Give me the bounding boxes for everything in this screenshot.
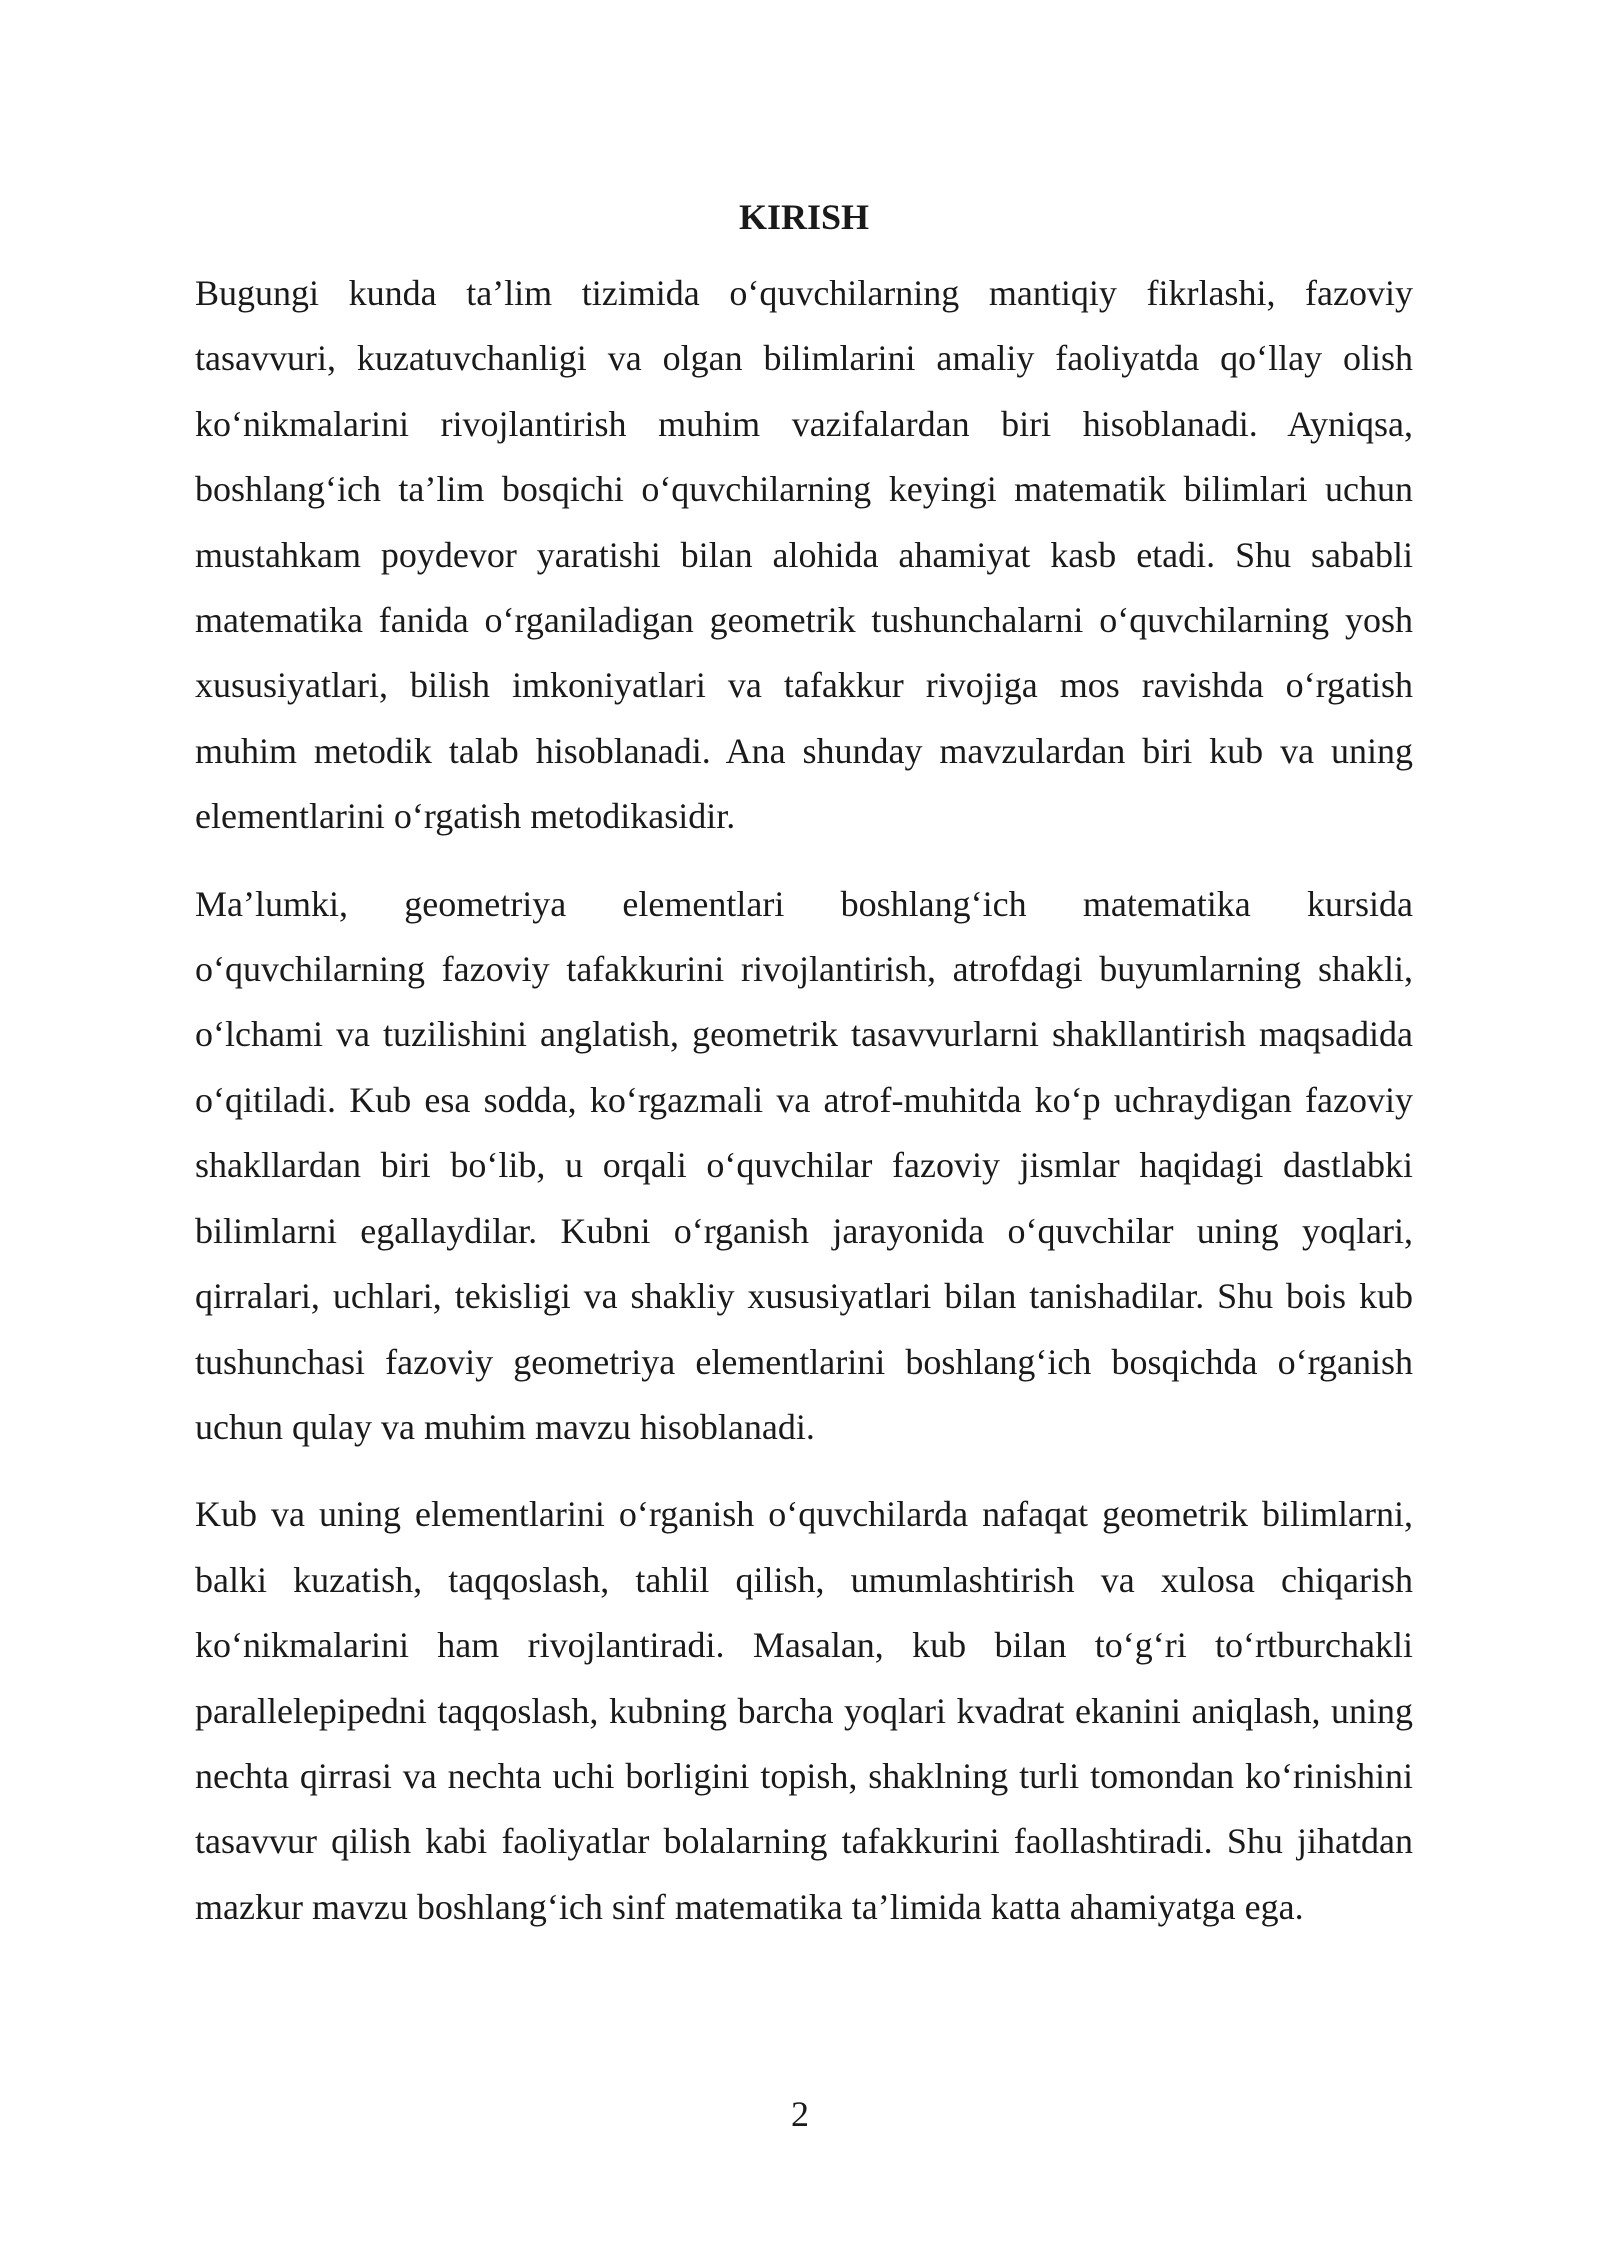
section-title: KIRISH [738,197,870,237]
paragraph-cube-skills: Kub va uning elementlarini o‘rganish o‘quvchilarda nafaqat geometrik bilimlarni, balki kuzatish, taqqoslash, tahlil qilish, umumlashtirish va xulosa chiqarish ko‘nikmalarini ham rivojlantiradi. Masalan, kub bilan to‘g‘ri to‘rtburchakli parallelepipedni taqqoslash, kubning barcha yoqlari kvadrat ekanini aniqlash, uning nechta qirrasi va nechta uchi borligini topish, shaklning turli tomondan ko‘rinishini tasavvur qilish kabi faoliyatlar bolalarning tafakkurini faollashtiradi. Shu jihatdan mazkur mavzu boshlang‘ich sinf matematika ta’limida katta ahamiyatga ega. [195,1494,1413,1927]
page-number: 2 [791,2094,809,2134]
paragraph-intro: Bugungi kunda ta’lim tizimida o‘quvchilarning mantiqiy fikrlashi, fazoviy tasavvuri, kuzatuvchanligi va olgan bilimlarini amaliy faoliyatda qo‘llay olish ko‘nikmalarini rivojlantirish muhim vazifalardan biri hisoblanadi. Ayniqsa, boshlang‘ich ta’lim bosqichi o‘quvchilarning keyingi matematik bilimlari uchun mustahkam poydevor yaratishi bilan alohida ahamiyat kasb etadi. Shu sababli matematika fanida o‘rganiladigan geometrik tushunchalarni o‘quvchilarning yosh xususiyatlari, bilish imkoniyatlari va tafakkur rivojiga mos ravishda o‘rgatish muhim metodik talab hisoblanadi. Ana shunday mavzulardan biri kub va uning elementlarini o‘rgatish metodikasidir. [195,273,1413,837]
paragraph-geometry: Ma’lumki, geometriya elementlari boshlang‘ich matematika kursida o‘quvchilarning fazoviy tafakkurini rivojlantirish, atrofdagi buyumlarning shakli, o‘lchami va tuzilishini anglatish, geometrik tasavvurlarni shakllantirish maqsadida o‘qitiladi. Kub esa sodda, ko‘rgazmali va atrof-muhitda ko‘p uchraydigan fazoviy shakllardan biri bo‘lib, u orqali o‘quvchilar fazoviy jismlar haqidagi dastlabki bilimlarni egallaydilar. Kubni o‘rganish jarayonida o‘quvchilar uning yoqlari, qirralari, uchlari, tekisligi va shakliy xususiyatlari bilan tanishadilar. Shu bois kub tushunchasi fazoviy geometriya elementlarini boshlang‘ich bosqichda o‘rganish uchun qulay va muhim mavzu hisoblanadi. [195,883,1413,1447]
page-content [195,195,1413,1962]
